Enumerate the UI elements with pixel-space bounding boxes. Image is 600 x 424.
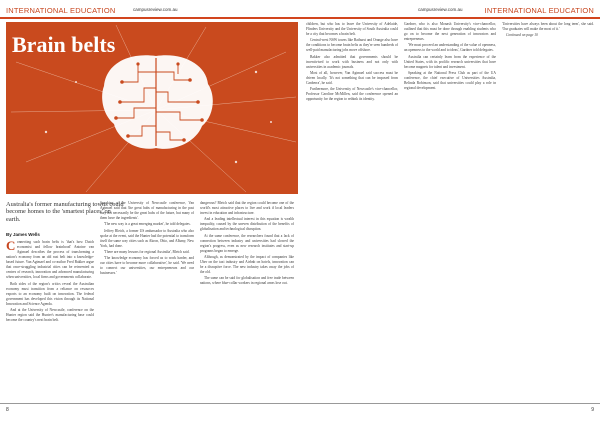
article-title: Brain belts <box>12 32 116 57</box>
paragraph: 'Universities have always been about the long term', she said. 'Our graduates will make the most of it.' <box>502 22 594 32</box>
paragraph: And at the University of Newcastle, conference on the Hunter region said the Hunter's manufacturing base could become the country's next brain belt. <box>6 307 94 323</box>
continued-note: Continued on page 10 <box>506 33 538 38</box>
paragraph: Most of all, however, Van Agtmael said success must be driven locally. 'It's not something that can be imposed from Canberra', he said. <box>306 70 398 86</box>
paragraph: 'The new way is a great emerging market', he told delegates. <box>104 222 191 227</box>
paragraph: children, but who has to leave the University of Adelaide, Flinders University and the University of South Australia could be a city that becomes a brain belt. <box>306 22 398 37</box>
site-label: campusreview.com.au <box>418 7 463 12</box>
paragraph: 'There are many lessons for regional Australia', Bleich said. <box>104 249 190 254</box>
article-column-2 <box>100 201 194 398</box>
article-column-3 <box>200 201 294 398</box>
paragraph: Although, as demonstrated by the impact of companies like Uber on the taxi industry and Airbnb on hotels, innovation can be a disruptive force. The new industry takes away the jobs of the old. <box>200 255 294 275</box>
article-column-5 <box>404 22 496 398</box>
header-rule <box>300 17 600 19</box>
paragraph: Bakker also admitted that governments should be incentivised to work with business and not only with universities in academic journals. <box>306 54 398 69</box>
paragraph: Furthermore, the University of Newcastle's vice-chancellor, Professor Caroline McMillen, said the conference opened an opportunity for the region to rethink its identity. <box>306 87 398 102</box>
byline: By James Wells <box>6 232 40 237</box>
page-number: 8 <box>6 407 9 413</box>
article-column-4 <box>306 22 398 398</box>
drop-cap: C <box>6 240 16 253</box>
footer-rule <box>300 403 600 404</box>
paragraph: Speaking at the University of Newcastle conference, Van Agtmael said that 'the great hubs of manufacturing in the past may not necessarily be the great hubs of the future, but many of them have the ingredients'. <box>100 201 194 221</box>
paragraph: 'We must proceed an understanding of the value of openness, an openness to the world and to ideas', Gardner told delegates. <box>404 43 496 53</box>
paragraph: Jeffrey Bleich, a former US ambassador to Australia who also spoke at the event, said the Hunter had the potential to transform itself the same way cities such as Akron, Ohio, and Albany, New York, had done. <box>100 228 194 248</box>
paragraph: Gardner, who is also Monash University's vice-chancellor, outlined that this must be done through enabling students who go on to become the next generation of innovators and entrepreneurs. <box>404 22 496 42</box>
brain-circuit-icon <box>102 55 213 149</box>
paragraph: Both sides of the region's critics reveal the Australian economy must transition from a reliance on resources exports to an economy built on innovation. The federal government has developed this vision through its National Innovation and Science Agenda. <box>6 281 94 306</box>
paragraph: At the same conference, the researchers found that a lack of connection between industry and universities had slowed the region's progress, even as new research institutes and start-up programs began to emerge. <box>200 233 294 253</box>
section-label: INTERNATIONAL EDUCATION <box>484 6 594 15</box>
header-rule <box>0 17 300 19</box>
right-page <box>300 0 600 424</box>
section-label: INTERNATIONAL EDUCATION <box>6 6 116 15</box>
paragraph: Australia can certainly learn from the experience of the United States, with its prolific research universities that have become magnets for talent and investment. <box>404 54 496 69</box>
paragraph: And a leading intellectual interest in this equation is wealth inequality, caused by the uneven distribution of the benefits of globalisation and technological disruption. <box>200 217 294 232</box>
standfirst: Australia's former manufacturing towns could become homes to the 'smartest places' on earth. <box>6 201 124 223</box>
article-column-6 <box>502 22 594 398</box>
paragraph: Central-west NSW towns like Bathurst and Orange also have the conditions to become brain belts as they're seen hundreds of well-paid manufacturing jobs move offshore. <box>306 38 398 53</box>
paragraph: Speaking at the National Press Club as part of the UA conference, the chief executive of Universities Australia, Belinda Robinson, said that universities could play a role in regional development. <box>404 70 496 91</box>
article-column-1 <box>6 240 94 398</box>
paragraph: The same can be said for globalisation and free trade between nations, where blue-collar workers in regional areas lose out. <box>200 276 294 286</box>
paragraph: 'The knowledge economy has forced us to work harder, and our cities have to become more collaborative', he said. 'We need to connect our universities, our entrepreneurs and our businesses.' <box>100 256 194 276</box>
hero-image <box>6 22 298 194</box>
site-label: campusreview.com.au <box>133 7 178 12</box>
footer-rule <box>0 403 300 404</box>
page-number: 9 <box>591 407 594 413</box>
paragraph: dangerous? Bleich said that the region could become one of the world's most attractive places to live and work if local leaders invest in education and infrastructure. <box>200 201 294 216</box>
paragraph: onnecting such brain belts is 'that's how Dutch economist and fellow brainhood' Antoine van Agtmael describes the process of transforming a nation's economy from an old rust belt into a knowledge-based future. Van Agtmael and co-author Fred Bakker argue that once-struggling industrial cities can be reinvented as centres of research, innovation and advanced manufacturing when universities, local firms and governments collaborate. <box>6 240 94 280</box>
